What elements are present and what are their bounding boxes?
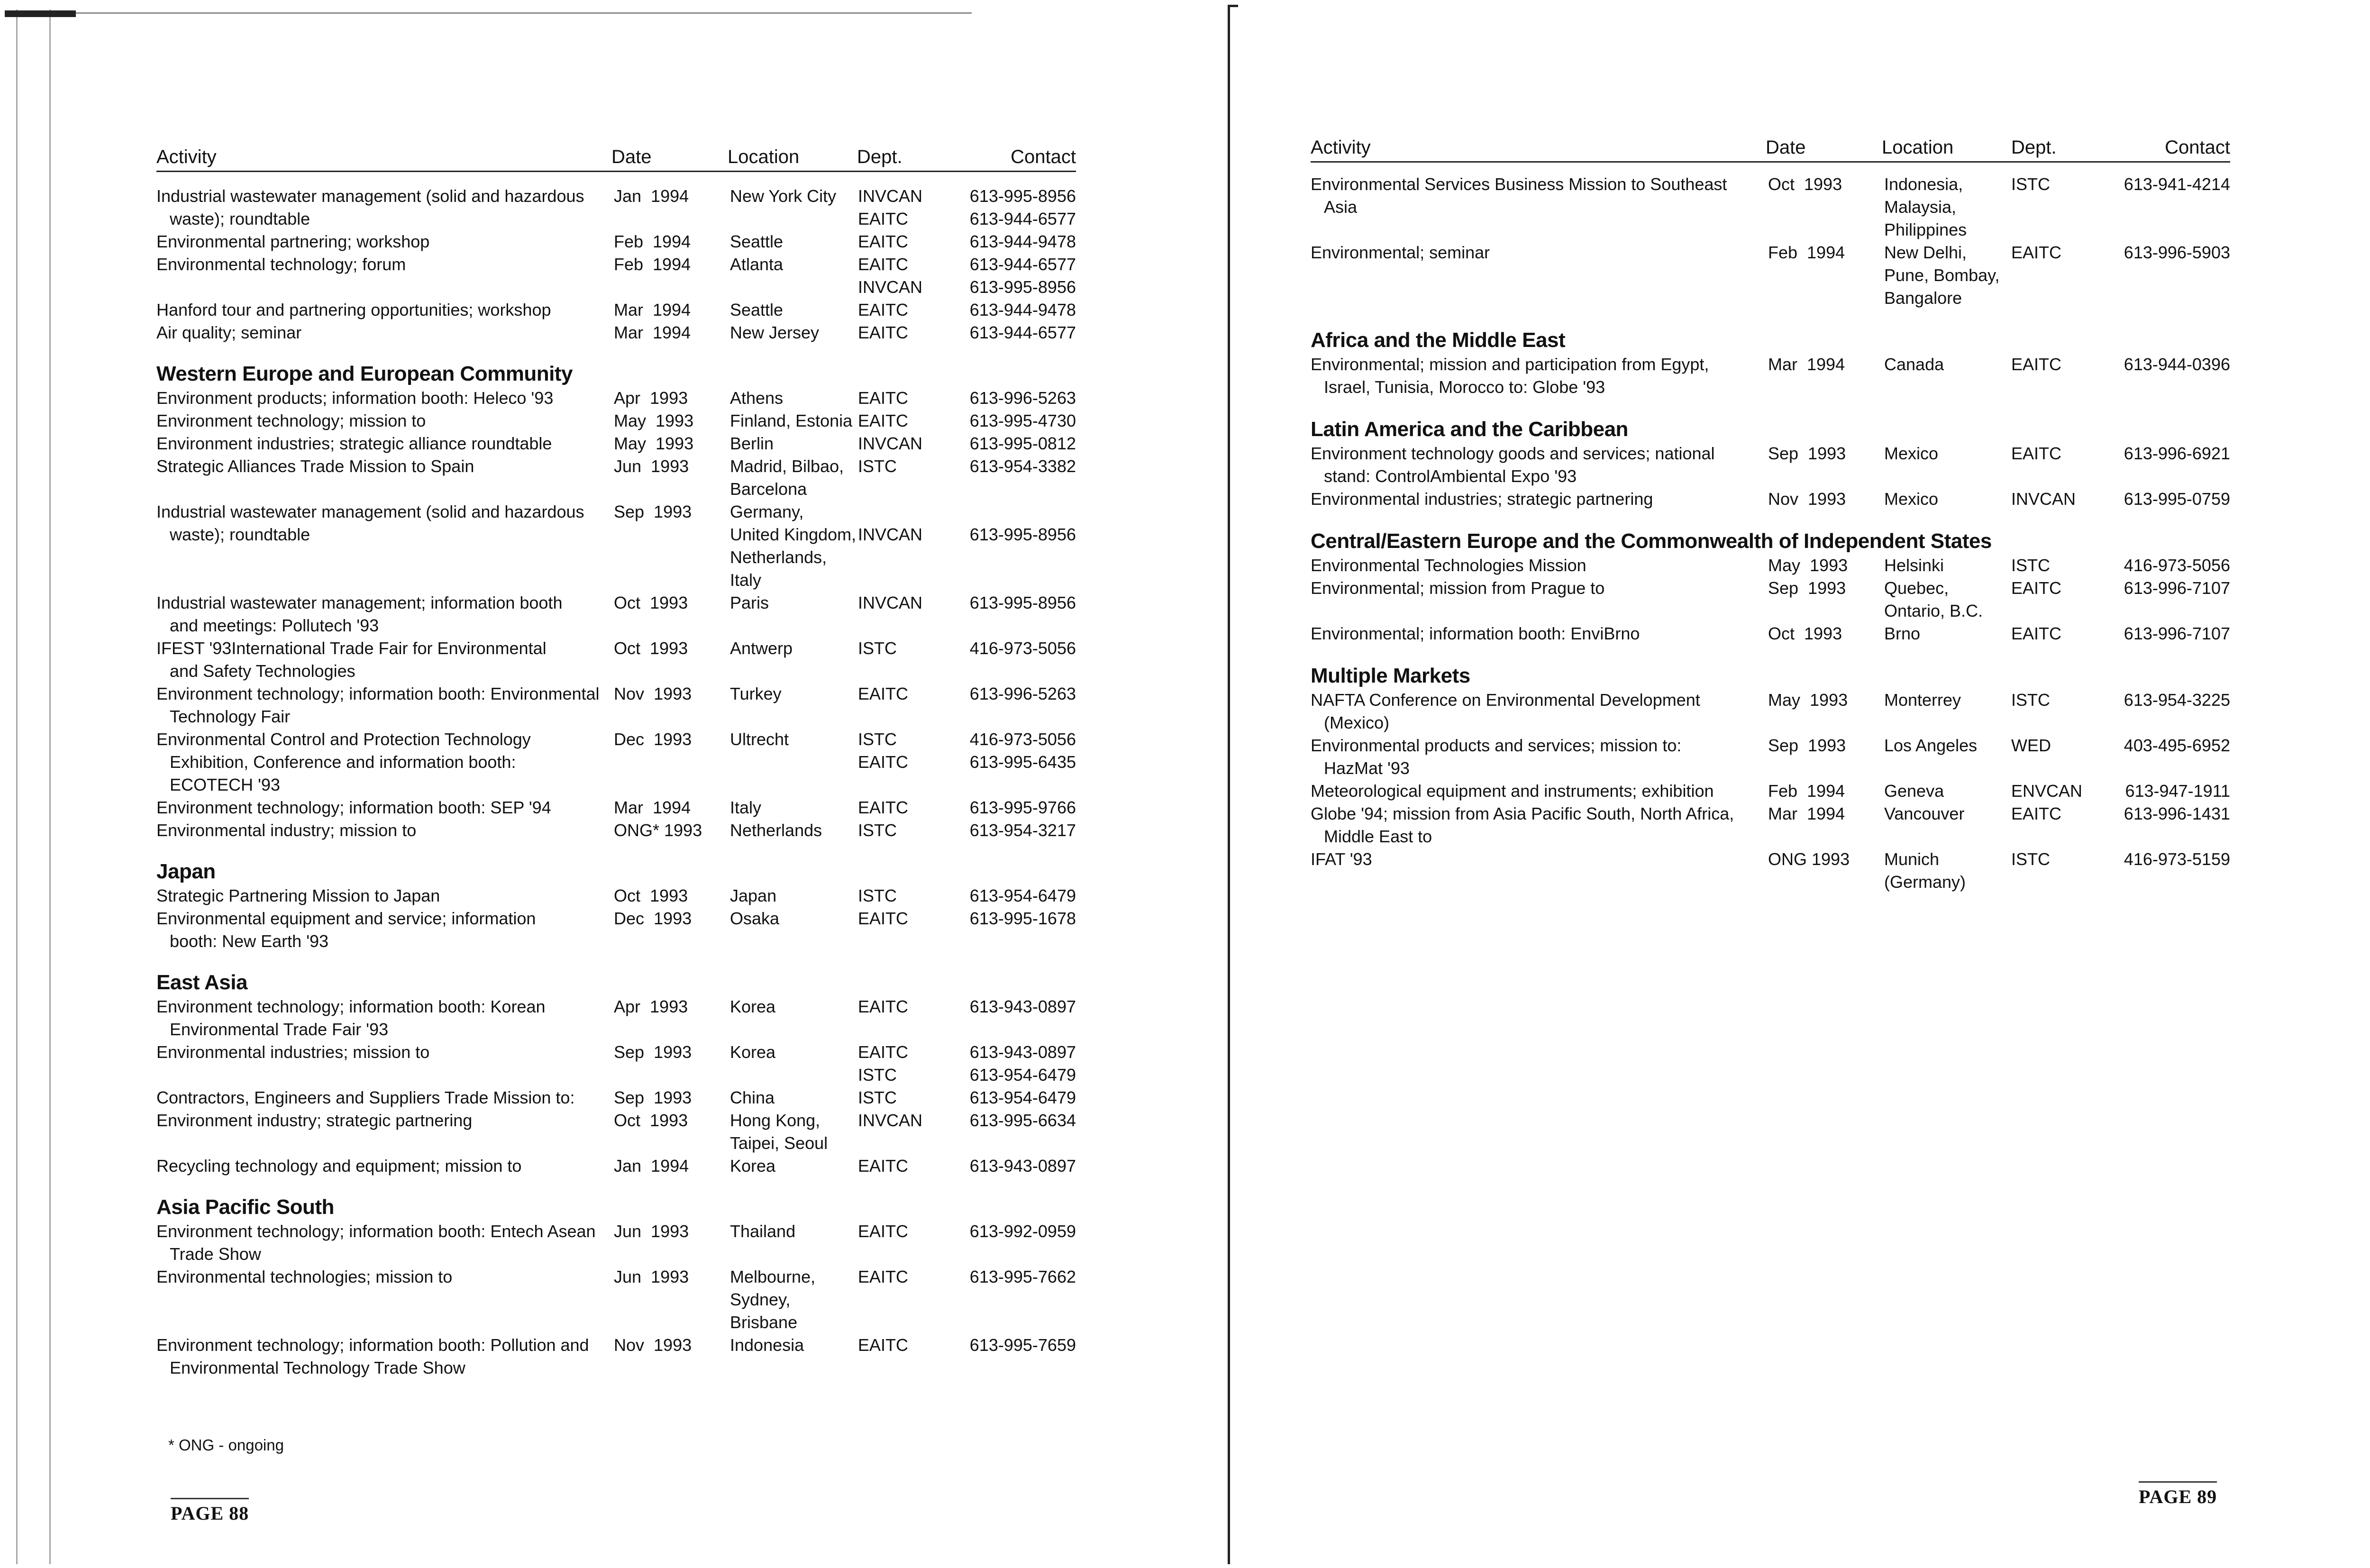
cell-activity: Environmental; mission from Prague to <box>1311 578 1605 598</box>
section-title: Japan <box>156 860 216 883</box>
table-header <box>1311 133 2230 163</box>
cell-activity: Contractors, Engineers and Suppliers Trade Mission to: <box>156 1088 575 1107</box>
cell-activity: Meteorological equipment and instruments; exhibition <box>1311 781 1714 801</box>
cell-date: ONG 1993 <box>1768 849 1850 869</box>
header-dept: Dept. <box>2011 137 2057 158</box>
cell-location: Germany, United Kingdom, Netherlands, Italy <box>730 502 857 590</box>
cell-date: Sep 1993 <box>1768 578 1846 598</box>
cell-dept: ISTC <box>2011 690 2051 710</box>
cell-activity: Air quality; seminar <box>156 323 302 342</box>
cell-activity: Environment technology; information booth: SEP '94 <box>156 798 551 817</box>
section-title: Asia Pacific South <box>156 1195 334 1219</box>
cell-dept: EAITC <box>858 1267 909 1286</box>
cell-date: Oct 1993 <box>614 1111 688 1130</box>
cell-location: New Jersey <box>730 323 820 342</box>
cell-date: Sep 1993 <box>1768 736 1846 755</box>
cell-contact: 613-995-7662 <box>969 1267 1076 1286</box>
cell-contact: 613-944-6577 <box>969 323 1076 342</box>
cell-dept: EAITC <box>858 232 909 251</box>
cell-contact: 613-996-5263 <box>969 388 1076 408</box>
header-contact: Contact <box>1011 146 1076 167</box>
section-title: Western Europe and European Community <box>156 362 573 385</box>
cell-activity: Environmental; mission and participation from Egypt, Israel, Tunisia, Morocco to: Globe '93 <box>1311 355 1709 397</box>
cell-location: Seattle <box>730 232 784 251</box>
cell-location: Atlanta <box>730 255 784 274</box>
cell-dept: EAITC <box>2011 444 2062 463</box>
cell-dept: ISTC <box>858 638 897 658</box>
cell-contact: 613-996-5263 <box>969 684 1076 703</box>
cell-dept: EAITC <box>858 411 909 430</box>
cell-activity: IFEST '93International Trade Fair for Environmental and Safety Technologies <box>156 638 547 681</box>
cell-date: Nov 1993 <box>614 1335 692 1355</box>
cell-activity: Globe '94; mission from Asia Pacific South, North Africa, Middle East to <box>1311 804 1734 846</box>
cell-dept: ISTC <box>858 886 897 905</box>
cell-dept: EAITC <box>858 300 909 319</box>
cell-contact: 613-943-0897 <box>969 997 1076 1016</box>
cell-dept: EAITC INVCAN <box>858 255 923 297</box>
cell-dept: EAITC <box>858 388 909 408</box>
cell-contact: 613-944-0396 <box>2124 355 2230 374</box>
cell-location: Paris <box>730 593 769 612</box>
cell-activity: Environment industries; strategic alliance roundtable <box>156 434 552 453</box>
cell-dept: EAITC <box>858 1335 909 1355</box>
section-title: East Asia <box>156 971 247 994</box>
cell-dept: ISTC <box>858 1088 897 1107</box>
cell-location: Osaka <box>730 909 780 928</box>
cell-location: Athens <box>730 388 784 408</box>
cell-location: Antwerp <box>730 638 793 658</box>
cell-location: Seattle <box>730 300 784 319</box>
cell-date: Jun 1993 <box>614 1222 689 1241</box>
header-activity: Activity <box>1311 137 1371 158</box>
cell-activity: Strategic Partnering Mission to Japan <box>156 886 440 905</box>
cell-activity: Recycling technology and equipment; mission to <box>156 1156 522 1176</box>
cell-location: Turkey <box>730 684 782 703</box>
cell-dept: INVCAN <box>858 525 923 544</box>
cell-activity: Environmental; information booth: EnviBrno <box>1311 624 1640 643</box>
cell-activity: Industrial wastewater management (solid and hazardous waste); roundtable <box>156 186 584 228</box>
cell-location: Indonesia <box>730 1335 804 1355</box>
cell-contact: 613-995-7659 <box>969 1335 1076 1355</box>
cell-date: Apr 1993 <box>614 997 688 1016</box>
cell-location: Finland, Estonia <box>730 411 853 430</box>
cell-activity: Environment technology; information booth: Entech Asean Trade Show <box>156 1222 596 1264</box>
cell-dept: EAITC <box>858 798 909 817</box>
header-date: Date <box>1766 137 1806 158</box>
cell-contact: 416-973-5159 <box>2124 849 2230 869</box>
cell-location: Munich (Germany) <box>1884 849 1966 892</box>
cell-location: Berlin <box>730 434 774 453</box>
page-spine <box>1228 5 1230 1564</box>
cell-dept: EAITC <box>2011 243 2062 262</box>
cell-activity: Strategic Alliances Trade Mission to Spain <box>156 456 474 476</box>
cell-activity: Environmental industries; mission to <box>156 1042 430 1062</box>
cell-date: ONG* 1993 <box>614 820 702 840</box>
cell-contact: 613-947-1911 <box>2125 781 2230 801</box>
cell-date: Jan 1994 <box>614 186 689 206</box>
cell-location: China <box>730 1088 775 1107</box>
section-title: Multiple Markets <box>1311 664 1470 687</box>
cell-location: Canada <box>1884 355 1944 374</box>
header-contact: Contact <box>2165 137 2230 158</box>
cell-location: Thailand <box>730 1222 796 1241</box>
cell-activity: Environment technology; mission to <box>156 411 426 430</box>
cell-date: Oct 1993 <box>614 886 688 905</box>
footnote: * ONG - ongoing <box>168 1436 284 1454</box>
cell-date: Oct 1993 <box>1768 174 1842 194</box>
cell-contact: 613-996-1431 <box>2124 804 2230 823</box>
cell-contact: 613-954-3382 <box>969 456 1076 476</box>
section-title: Africa and the Middle East <box>1311 328 1566 352</box>
cell-dept: INVCAN <box>2011 489 2076 509</box>
cell-dept: EAITC <box>858 323 909 342</box>
cell-contact: 613-954-3217 <box>969 820 1076 840</box>
scan-edge-artifact <box>0 9 71 1564</box>
cell-dept: EAITC <box>858 997 909 1016</box>
cell-date: May 1993 <box>1768 690 1848 710</box>
cell-date: Oct 1993 <box>614 638 688 658</box>
cell-dept: ISTC EAITC <box>858 729 909 772</box>
cell-location: Mexico <box>1884 489 1939 509</box>
cell-contact: 613-954-6479 <box>969 1088 1076 1107</box>
cell-contact: 416-973-5056 613-995-6435 <box>969 729 1076 772</box>
cell-activity: Environmental partnering; workshop <box>156 232 430 251</box>
cell-contact: 613-954-3225 <box>2124 690 2230 710</box>
cell-date: Dec 1993 <box>614 729 692 749</box>
cell-location: Italy <box>730 798 762 817</box>
cell-activity: Environmental Services Business Mission to Southeast Asia <box>1311 174 1727 217</box>
cell-dept: ISTC <box>2011 174 2051 194</box>
cell-date: Sep 1993 <box>614 1042 692 1062</box>
cell-contact: 613-995-1678 <box>969 909 1076 928</box>
cell-contact: 613-995-8956 <box>969 525 1076 544</box>
cell-activity: Environmental technology; forum <box>156 255 406 274</box>
cell-date: Mar 1994 <box>614 323 691 342</box>
cell-dept: EAITC <box>858 1156 909 1176</box>
cell-contact: 416-973-5056 <box>969 638 1076 658</box>
cell-date: Mar 1994 <box>614 300 691 319</box>
cell-date: May 1993 <box>614 411 694 430</box>
header-location: Location <box>1882 137 1954 158</box>
cell-activity: Environmental; seminar <box>1311 243 1490 262</box>
cell-date: Mar 1994 <box>1768 355 1845 374</box>
cell-location: Korea <box>730 1042 776 1062</box>
cell-date: Sep 1993 <box>1768 444 1846 463</box>
cell-contact: 613-995-6634 <box>969 1111 1076 1130</box>
cell-activity: Environment industry; strategic partnering <box>156 1111 473 1130</box>
cell-activity: Environmental Control and Protection Technology Exhibition, Conference and information booth: ECOTECH '93 <box>156 729 531 794</box>
cell-contact: 613-992-0959 <box>969 1222 1076 1241</box>
cell-date: Feb 1994 <box>614 232 691 251</box>
cell-dept: ENVCAN <box>2011 781 2083 801</box>
cell-location: Brno <box>1884 624 1921 643</box>
cell-contact: 613-995-0812 <box>969 434 1076 453</box>
cell-location: Ultrecht <box>730 729 789 749</box>
cell-location: New Delhi, Pune, Bombay, Bangalore <box>1884 243 2000 308</box>
cell-date: Apr 1993 <box>614 388 688 408</box>
cell-date: May 1993 <box>1768 556 1848 575</box>
cell-dept: EAITC <box>2011 804 2062 823</box>
spine-tick <box>1228 5 1238 7</box>
cell-contact: 613-996-7107 <box>2124 624 2230 643</box>
cell-activity: Environment technology goods and services; national stand: ControlAmbiental Expo '93 <box>1311 444 1715 486</box>
cell-dept: EAITC <box>858 684 909 703</box>
cell-activity: Environmental Technologies Mission <box>1311 556 1586 575</box>
cell-date: May 1993 <box>614 434 694 453</box>
cell-dept: WED <box>2011 736 2051 755</box>
cell-location: Monterrey <box>1884 690 1961 710</box>
cell-date: Dec 1993 <box>614 909 692 928</box>
cell-location: Helsinki <box>1884 556 1944 575</box>
cell-dept: ISTC <box>858 820 897 840</box>
cell-activity: Environment technology; information booth: Korean Environmental Trade Fair '93 <box>156 997 546 1039</box>
cell-activity: Environmental industries; strategic partnering <box>1311 489 1653 509</box>
cell-dept: INVCAN <box>858 1111 923 1130</box>
cell-contact: 613-996-6921 <box>2124 444 2230 463</box>
cell-contact: 403-495-6952 <box>2124 736 2230 755</box>
cell-date: Mar 1994 <box>614 798 691 817</box>
cell-contact: 613-995-0759 <box>2124 489 2230 509</box>
cell-activity: Industrial wastewater management (solid and hazardous waste); roundtable <box>156 502 584 544</box>
cell-contact: 416-973-5056 <box>2124 556 2230 575</box>
cell-location: Los Angeles <box>1884 736 1978 755</box>
top-rule <box>76 12 972 14</box>
cell-location: Geneva <box>1884 781 1944 801</box>
cell-dept: EAITC <box>858 909 909 928</box>
cell-location: New York City <box>730 186 837 206</box>
cell-dept: EAITC ISTC <box>858 1042 909 1085</box>
header-dept: Dept. <box>857 146 902 167</box>
cell-activity: Hanford tour and partnering opportunities; workshop <box>156 300 551 319</box>
cell-location: Netherlands <box>730 820 822 840</box>
cell-location: Japan <box>730 886 777 905</box>
cell-activity: Environmental equipment and service; information booth: New Earth '93 <box>156 909 536 951</box>
cell-contact: 613-944-6577 613-995-8956 <box>969 255 1076 297</box>
section-title: Latin America and the Caribbean <box>1311 418 1628 441</box>
header-activity: Activity <box>156 146 217 167</box>
cell-location: Korea <box>730 1156 776 1176</box>
cell-location: Hong Kong, Taipei, Seoul <box>730 1111 828 1153</box>
cell-dept: ISTC <box>858 456 897 476</box>
cell-activity: Environment technology; information booth: Environmental Technology Fair <box>156 684 600 726</box>
cell-activity: Environmental products and services; mission to: HazMat '93 <box>1311 736 1682 778</box>
cell-dept: ISTC <box>2011 556 2051 575</box>
cell-date: Mar 1994 <box>1768 804 1845 823</box>
cell-location: Vancouver <box>1884 804 1965 823</box>
cell-date: Nov 1993 <box>1768 489 1846 509</box>
cell-contact: 613-995-4730 <box>969 411 1076 430</box>
cell-activity: NAFTA Conference on Environmental Development (Mexico) <box>1311 690 1700 732</box>
cell-contact: 613-996-5903 <box>2124 243 2230 262</box>
cell-dept: EAITC <box>2011 355 2062 374</box>
scan-corner-mark <box>5 10 76 17</box>
cell-dept: INVCAN <box>858 593 923 612</box>
cell-activity: Environmental technologies; mission to <box>156 1267 453 1286</box>
cell-activity: Environmental industry; mission to <box>156 820 417 840</box>
cell-date: Feb 1994 <box>614 255 691 274</box>
cell-contact: 613-943-0897 613-954-6479 <box>969 1042 1076 1085</box>
cell-activity: Environment products; information booth: Heleco '93 <box>156 388 554 408</box>
cell-date: Jan 1994 <box>614 1156 689 1176</box>
cell-contact: 613-944-9478 <box>969 300 1076 319</box>
cell-dept: ISTC <box>2011 849 2051 869</box>
page-number-left: PAGE 88 <box>171 1498 249 1524</box>
cell-date: Jun 1993 <box>614 1267 689 1286</box>
cell-date: Nov 1993 <box>614 684 692 703</box>
cell-location: Indonesia, Malaysia, Philippines <box>1884 174 1967 239</box>
cell-date: Oct 1993 <box>1768 624 1842 643</box>
page-number-right: PAGE 89 <box>2139 1481 2217 1508</box>
cell-contact: 613-943-0897 <box>969 1156 1076 1176</box>
cell-date: Feb 1994 <box>1768 781 1845 801</box>
cell-contact: 613-995-8956 <box>969 593 1076 612</box>
cell-location: Mexico <box>1884 444 1939 463</box>
header-date: Date <box>611 146 652 167</box>
cell-activity: Environment technology; information booth: Pollution and Environmental Technology Trade Show <box>156 1335 589 1377</box>
cell-date: Sep 1993 <box>614 502 692 521</box>
cell-contact: 613-954-6479 <box>969 886 1076 905</box>
cell-contact: 613-996-7107 <box>2124 578 2230 598</box>
cell-contact: 613-944-9478 <box>969 232 1076 251</box>
cell-date: Sep 1993 <box>614 1088 692 1107</box>
cell-dept: EAITC <box>858 1222 909 1241</box>
cell-date: Oct 1993 <box>614 593 688 612</box>
cell-contact: 613-995-8956 613-944-6577 <box>969 186 1076 228</box>
cell-date: Feb 1994 <box>1768 243 1845 262</box>
cell-location: Korea <box>730 997 776 1016</box>
cell-dept: INVCAN <box>858 434 923 453</box>
cell-date: Jun 1993 <box>614 456 689 476</box>
cell-dept: INVCAN EAITC <box>858 186 923 228</box>
table-header <box>156 142 1076 172</box>
section-title: Central/Eastern Europe and the Commonwealth of Independent States <box>1311 529 1992 553</box>
cell-location: Melbourne, Sydney, Brisbane <box>730 1267 816 1332</box>
header-location: Location <box>728 146 800 167</box>
cell-contact: 613-941-4214 <box>2124 174 2230 194</box>
cell-activity: IFAT '93 <box>1311 849 1372 869</box>
cell-dept: EAITC <box>2011 578 2062 598</box>
cell-dept: EAITC <box>2011 624 2062 643</box>
cell-contact: 613-995-9766 <box>969 798 1076 817</box>
cell-location: Quebec, Ontario, B.C. <box>1884 578 1983 620</box>
cell-activity: Industrial wastewater management; information booth and meetings: Pollutech '93 <box>156 593 563 635</box>
cell-location: Madrid, Bilbao, Barcelona <box>730 456 844 499</box>
